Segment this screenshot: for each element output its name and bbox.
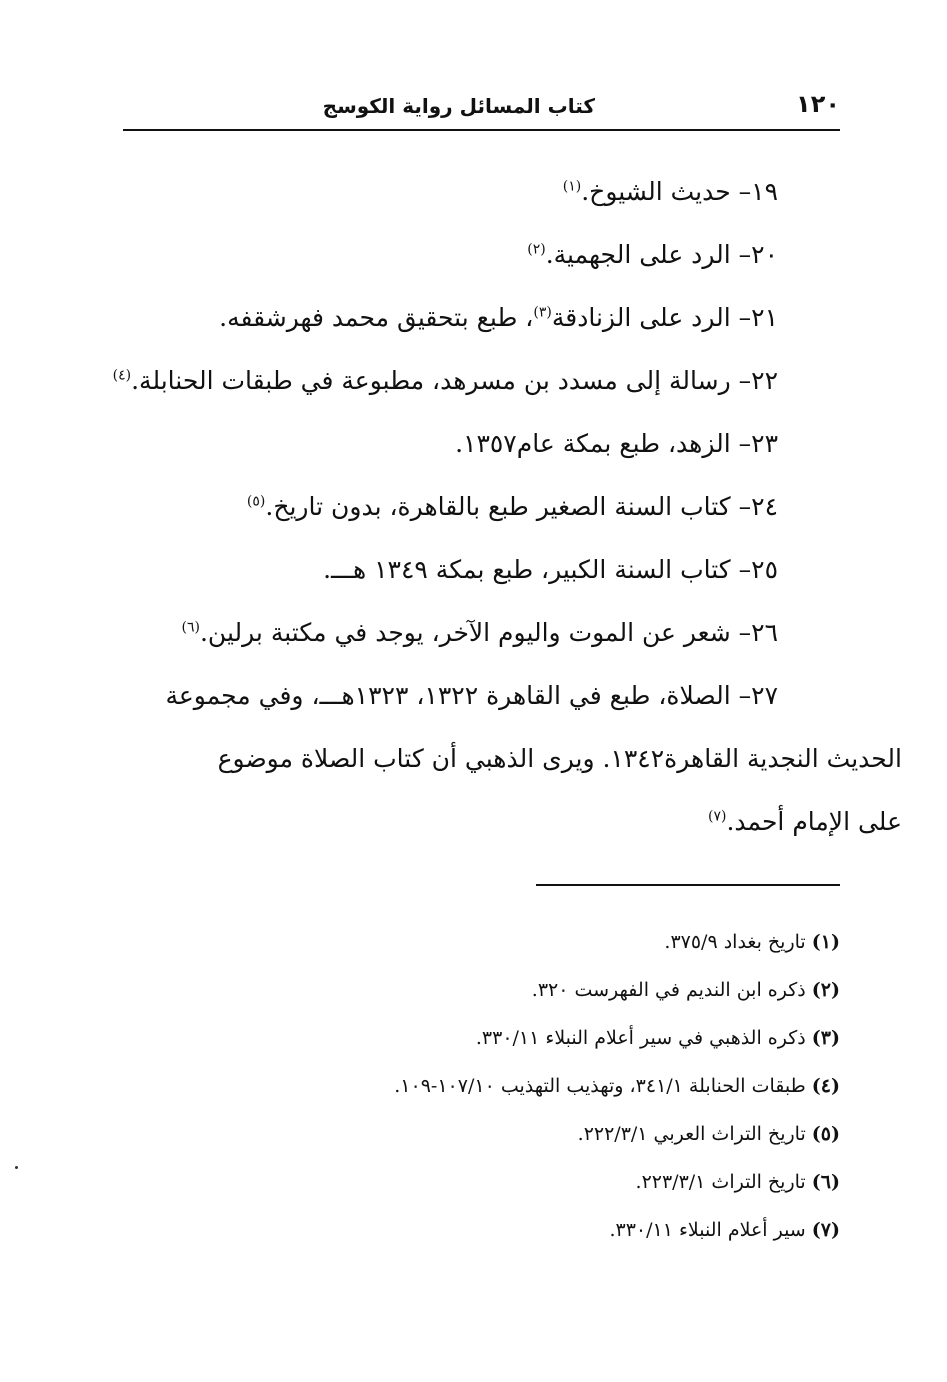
item-number: ٢٢ xyxy=(751,366,778,395)
footnote-text: تاريخ التراث ٢٢٣/٣/١. xyxy=(635,1171,806,1193)
item-dash: – xyxy=(738,681,752,710)
header-rule xyxy=(123,129,840,131)
footnote xyxy=(123,1110,840,1158)
item-dash: – xyxy=(738,177,752,206)
item-dash: – xyxy=(738,303,752,332)
main-text xyxy=(112,160,902,853)
footnote xyxy=(123,966,840,1014)
item-number: ٢٣ xyxy=(751,429,778,458)
footnote-ref: (٣) xyxy=(533,304,552,321)
item-text: رسالة إلى مسدد بن مسرهد، مطبوعة في طبقات الحنابلة. xyxy=(131,366,731,395)
footnote-text: سير أعلام النبلاء ٣٣٠/١١. xyxy=(609,1219,806,1241)
item-text: الرد على الجهمية. xyxy=(545,240,731,269)
list-item xyxy=(123,412,840,475)
item-dash: – xyxy=(738,555,752,584)
item-number: ٢١ xyxy=(751,303,778,332)
footnote-text: تاريخ التراث العربي ٢٢٢/٣/١. xyxy=(577,1123,806,1145)
page-number: ١٢٠ xyxy=(796,90,840,118)
footnote xyxy=(123,1206,840,1254)
footnote-text: تاريخ بغداد ٣٧٥/٩. xyxy=(664,931,806,953)
list-item xyxy=(123,601,840,664)
item-number: ٢٧ xyxy=(751,681,778,710)
item-number: ٢٦ xyxy=(751,618,778,647)
item-text-continued: ، طبع بتحقيق محمد فهرشقفه. xyxy=(219,303,534,332)
footnote-text: ذكره الذهبي في سير أعلام النبلاء ٣٣٠/١١. xyxy=(475,1027,806,1049)
item-number: ٢٥ xyxy=(751,555,778,584)
list-item xyxy=(123,664,840,727)
footnote-marker: (١) xyxy=(811,931,840,953)
item-dash: – xyxy=(738,618,752,647)
footnote-separator xyxy=(536,884,840,886)
footnote xyxy=(123,1062,840,1110)
item-text-line-2: الحديث النجدية القاهرة١٣٤٢. ويرى الذهبي أن كتاب الصلاة موضوع xyxy=(217,744,902,773)
footnote-ref: (٥) xyxy=(246,493,266,510)
item-text-line-1: الصلاة، طبع في القاهرة ١٣٢٢، ١٣٢٣هـــ، وفي مجموعة xyxy=(165,681,731,710)
item-dash: – xyxy=(738,429,752,458)
item-dash: – xyxy=(738,240,752,269)
footnote-ref: (١) xyxy=(562,178,582,195)
footnote-marker: (٣) xyxy=(811,1027,840,1049)
footnote-text: طبقات الحنابلة ٣٤١/١، وتهذيب التهذيب ١٠٧/١٠-١٠٩. xyxy=(394,1075,806,1097)
footnote-marker: (٥) xyxy=(811,1123,840,1145)
footnote-marker: (٢) xyxy=(811,979,840,1001)
footnote xyxy=(123,918,840,966)
list-item xyxy=(123,286,840,349)
footnote xyxy=(123,1014,840,1062)
footnote-marker: (٤) xyxy=(811,1075,840,1097)
item-text: كتاب السنة الكبير، طبع بمكة ١٣٤٩ هـــ. xyxy=(323,555,731,584)
list-item xyxy=(123,475,840,538)
item-number: ٢٠ xyxy=(751,240,778,269)
footnote xyxy=(123,1158,840,1206)
list-item-continuation xyxy=(185,727,902,790)
running-title: كتاب المسائل رواية الكوسج xyxy=(322,94,595,118)
item-text: حديث الشيوخ. xyxy=(581,177,731,206)
item-text: كتاب السنة الصغير طبع بالقاهرة، بدون تاريخ. xyxy=(265,492,731,521)
footnote-ref: (٤) xyxy=(112,367,132,384)
item-dash: – xyxy=(738,492,752,521)
item-number: ٢٤ xyxy=(751,492,778,521)
item-text: شعر عن الموت واليوم الآخر، يوجد في مكتبة برلين. xyxy=(199,618,731,647)
item-number: ١٩ xyxy=(751,177,778,206)
item-dash: – xyxy=(738,366,752,395)
footnote-marker: (٦) xyxy=(811,1171,840,1193)
scan-speck xyxy=(15,1166,18,1169)
page-header xyxy=(123,88,840,130)
footnote-marker: (٧) xyxy=(811,1219,840,1241)
footnotes xyxy=(123,918,840,1254)
item-text-line-3: على الإمام أحمد. xyxy=(726,807,902,836)
item-text: الزهد، طبع بمكة عام١٣٥٧. xyxy=(455,429,731,458)
list-item-continuation xyxy=(185,790,902,853)
list-item xyxy=(123,160,840,223)
list-item xyxy=(112,349,840,412)
list-item xyxy=(123,223,840,286)
item-text: الرد على الزنادقة xyxy=(551,303,731,332)
list-item xyxy=(123,538,840,601)
footnote-ref: (٢) xyxy=(527,241,546,258)
footnote-text: ذكره ابن النديم في الفهرست ٣٢٠. xyxy=(531,979,806,1001)
footnote-ref: (٦) xyxy=(181,619,200,636)
footnote-ref: (٧) xyxy=(707,808,727,825)
